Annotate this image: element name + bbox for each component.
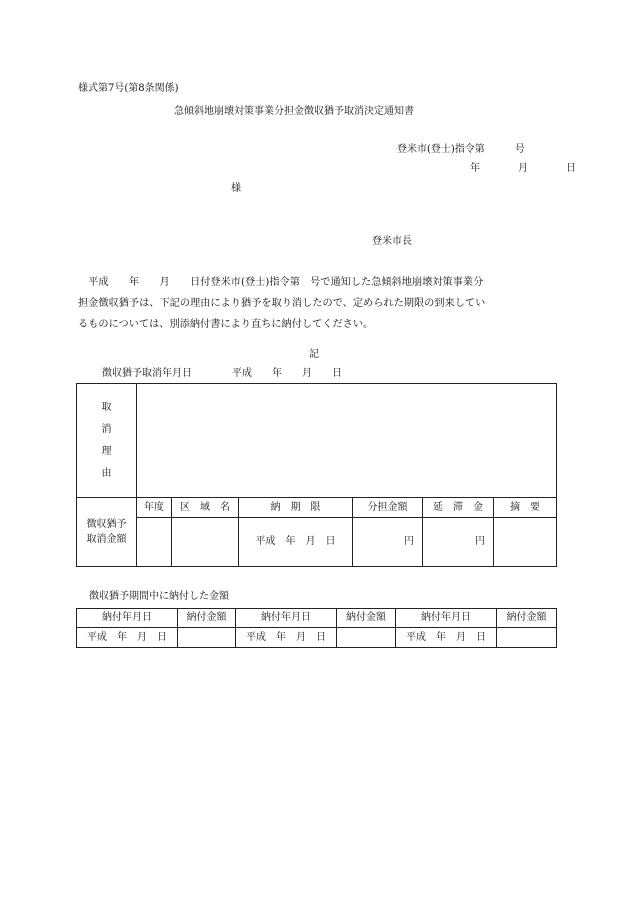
yen-unit: 円 <box>475 536 485 547</box>
paid-amount-table <box>76 608 557 648</box>
header-payment-date: 納付年月日 <box>236 609 337 628</box>
payment-date-cell: 平成 年 月 日 <box>236 628 337 648</box>
header-payment-amount: 納付金額 <box>497 609 557 628</box>
reason-label-char: 消 <box>101 423 112 435</box>
payment-amount-cell <box>497 628 557 648</box>
notice-body-line: 平成 年 月 日付登米市(登士)指令第 号で通知した急傾斜地崩壊対策事業分 <box>78 277 484 288</box>
cancellation-table <box>76 383 557 567</box>
header-payment-date: 納付年月日 <box>77 609 178 628</box>
charge-amount-cell <box>353 518 423 567</box>
sender-name: 登米市長 <box>372 236 412 247</box>
issuer-reference: 登米市(登士)指令第 号 <box>397 144 525 155</box>
payment-date-cell: 平成 年 月 日 <box>77 628 178 648</box>
reason-label-cell <box>77 384 137 498</box>
payment-amount-cell <box>178 628 236 648</box>
header-late-fee: 延 滞 金 <box>423 498 494 518</box>
reason-label-char: 理 <box>101 445 112 457</box>
header-fiscal-year: 年度 <box>137 498 172 518</box>
payment-amount-cell <box>337 628 396 648</box>
notice-body-line: 担金徴収猶予は、下記の理由により猶予を取り消したので、定められた期限の到来してい <box>78 298 486 309</box>
yen-unit: 円 <box>404 536 414 547</box>
header-remarks: 摘 要 <box>494 498 557 518</box>
document-title: 急傾斜地崩壊対策事業分担金徴収猶予取消決定通知書 <box>174 106 414 117</box>
payment-date-cell: 平成 年 月 日 <box>396 628 497 648</box>
header-payment-amount: 納付金額 <box>337 609 396 628</box>
header-due-date: 納 期 限 <box>239 498 353 518</box>
due-date-cell: 平成 年 月 日 <box>239 518 353 567</box>
form-number: 様式第7号(第8条関係) <box>78 83 179 94</box>
reason-label-char: 取 <box>101 401 112 413</box>
header-charge-amount: 分担金額 <box>353 498 423 518</box>
header-payment-amount: 納付金額 <box>178 609 236 628</box>
reason-label-char: 由 <box>101 467 112 479</box>
area-name-cell <box>172 518 239 567</box>
cancel-date-value: 平成 年 月 日 <box>232 368 342 379</box>
header-payment-date: 納付年月日 <box>396 609 497 628</box>
issue-date: 年 月 日 <box>470 163 582 174</box>
remarks-cell <box>494 518 557 567</box>
reason-content-cell <box>137 384 557 498</box>
cancel-amount-label-line2: 取消金額 <box>86 534 127 545</box>
recipient-suffix: 様 <box>231 183 241 194</box>
late-fee-cell <box>423 518 494 567</box>
cancel-amount-label-line1: 徴収猶予 <box>86 519 127 530</box>
notice-body <box>78 272 558 335</box>
fiscal-year-cell <box>137 518 172 567</box>
notice-body-line: るものについては、別添納付書により直ちに納付してください。 <box>78 319 374 330</box>
header-area-name: 区 域 名 <box>172 498 239 518</box>
cancel-amount-label <box>77 498 137 567</box>
ki-heading: 記 <box>309 349 319 360</box>
paid-section-title: 徴収猶予期間中に納付した金額 <box>89 591 229 602</box>
cancel-date-label: 徴収猶予取消年月日 <box>102 368 192 379</box>
